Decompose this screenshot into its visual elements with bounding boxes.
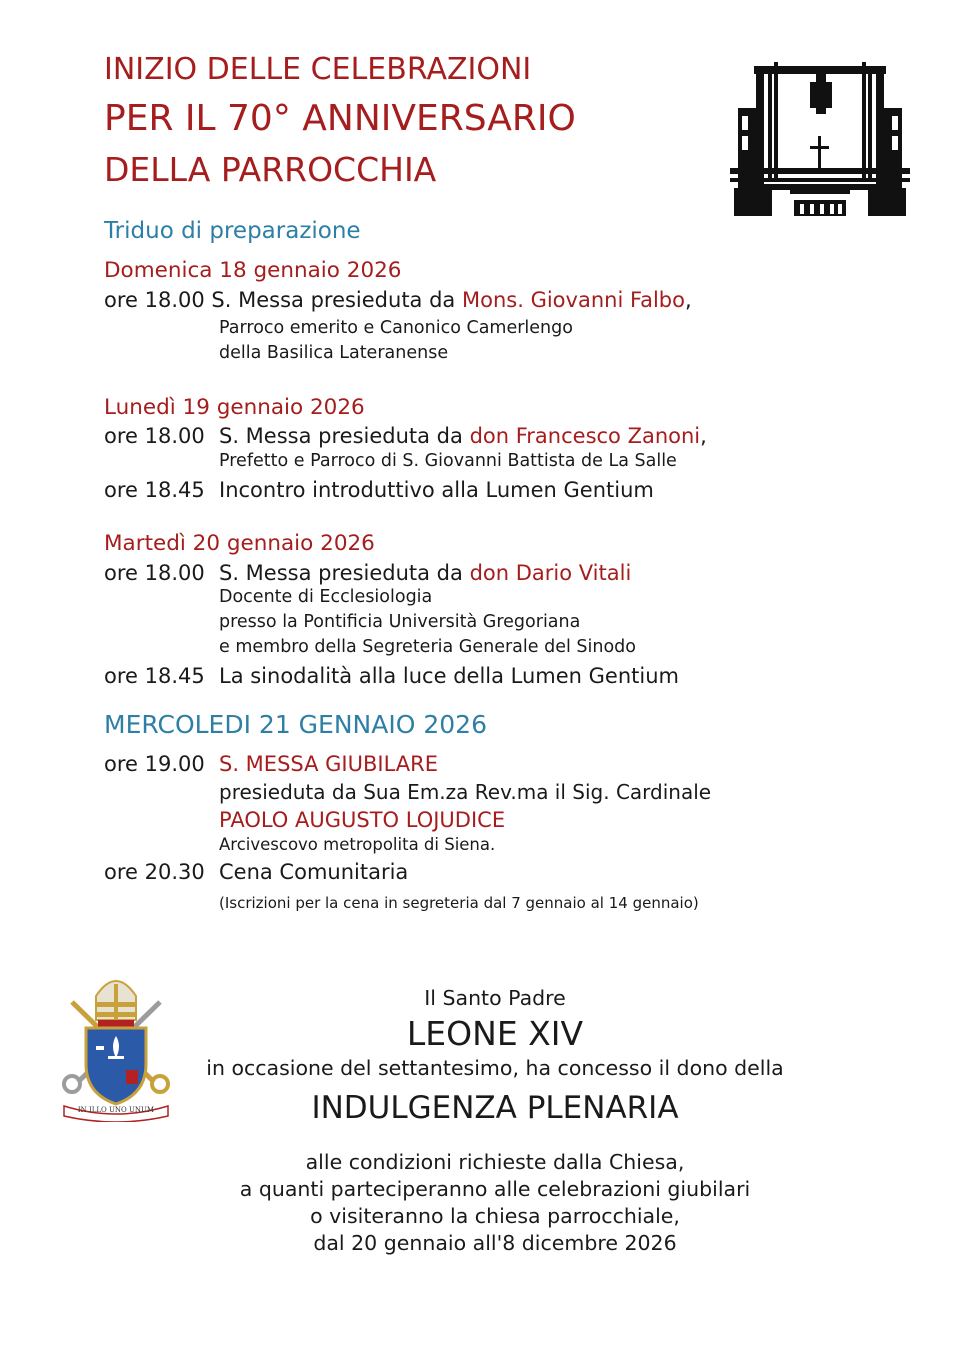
church-logo-icon bbox=[730, 60, 910, 220]
day3-mass-line bbox=[219, 561, 631, 585]
title-line-1: INIZIO DELLE CELEBRAZIONI bbox=[104, 52, 532, 87]
day3-role-1: Docente di Ecclesiologia bbox=[219, 587, 433, 607]
day1-date: Domenica 18 gennaio 2026 bbox=[104, 258, 402, 283]
main-day-mass: S. MESSA GIUBILARE bbox=[219, 752, 439, 776]
day3-time-2: ore 18.45 bbox=[104, 664, 205, 688]
occasion-text: in occasione del settantesimo, ha concesso il dono della bbox=[206, 1056, 784, 1080]
day3-event: La sinodalità alla luce della Lumen Gentium bbox=[219, 664, 679, 688]
day3-celebrant: don Dario Vitali bbox=[469, 561, 632, 585]
day3-date: Martedì 20 gennaio 2026 bbox=[104, 531, 375, 556]
day2-mass: S. Messa presieduta da bbox=[219, 424, 463, 448]
day1-mass: S. Messa presieduta da bbox=[211, 288, 456, 312]
day1-role-2: della Basilica Lateranense bbox=[219, 343, 449, 363]
day1-comma: , bbox=[684, 288, 692, 312]
condition-1: alle condizioni richieste dalla Chiesa, bbox=[305, 1150, 685, 1174]
main-day-time-2: ore 20.30 bbox=[104, 860, 205, 884]
day3-role-3: e membro della Segreteria Generale del Sinodo bbox=[219, 637, 636, 657]
condition-3: o visiteranno la chiesa parrocchiale, bbox=[310, 1204, 680, 1228]
day1-celebrant: Mons. Giovanni Falbo bbox=[462, 288, 685, 312]
day1-time: ore 18.00 bbox=[104, 288, 205, 312]
dinner-note: (Iscrizioni per la cena in segreteria dal 7 gennaio al 14 gennaio) bbox=[219, 894, 699, 912]
condition-4: dal 20 gennaio all'8 dicembre 2026 bbox=[313, 1231, 677, 1255]
indulgence-title: INDULGENZA PLENARIA bbox=[311, 1090, 679, 1126]
main-day-date: MERCOLEDI 21 GENNAIO 2026 bbox=[104, 710, 487, 739]
day1-mass-line bbox=[104, 288, 692, 312]
day3-time-1: ore 18.00 bbox=[104, 561, 205, 585]
day2-mass-line bbox=[219, 424, 707, 448]
condition-2: a quanti parteciperanno alle celebrazioni giubilari bbox=[239, 1177, 751, 1201]
day1-role-1: Parroco emerito e Canonico Camerlengo bbox=[219, 318, 573, 338]
main-day-presided: presieduta da Sua Em.za Rev.ma il Sig. Cardinale bbox=[219, 780, 712, 804]
day2-comma: , bbox=[700, 424, 707, 448]
dinner: Cena Comunitaria bbox=[219, 860, 409, 884]
day2-date: Lunedì 19 gennaio 2026 bbox=[104, 395, 365, 420]
cardinal-name: PAOLO AUGUSTO LOJUDICE bbox=[219, 808, 506, 832]
holy-father-intro: Il Santo Padre bbox=[424, 986, 566, 1010]
cardinal-role: Arcivescovo metropolita di Siena. bbox=[219, 835, 496, 854]
day2-time-1: ore 18.00 bbox=[104, 424, 205, 448]
day2-time-2: ore 18.45 bbox=[104, 478, 205, 502]
day2-event: Incontro introduttivo alla Lumen Gentium bbox=[219, 478, 654, 502]
triduo-heading: Triduo di preparazione bbox=[104, 218, 361, 244]
title-line-2: PER IL 70° ANNIVERSARIO bbox=[104, 98, 576, 139]
day3-role-2: presso la Pontificia Università Gregoriana bbox=[219, 612, 581, 632]
title-line-3: DELLA PARROCCHIA bbox=[104, 150, 437, 189]
day3-mass: S. Messa presieduta da bbox=[219, 561, 463, 585]
main-day-time-1: ore 19.00 bbox=[104, 752, 205, 776]
day2-celebrant: don Francesco Zanoni bbox=[469, 424, 701, 448]
pope-name: LEONE XIV bbox=[406, 1014, 584, 1053]
day2-role: Prefetto e Parroco di S. Giovanni Battista de La Salle bbox=[219, 451, 677, 471]
coat-motto: IN ILLO UNO UNUM bbox=[77, 1106, 155, 1114]
